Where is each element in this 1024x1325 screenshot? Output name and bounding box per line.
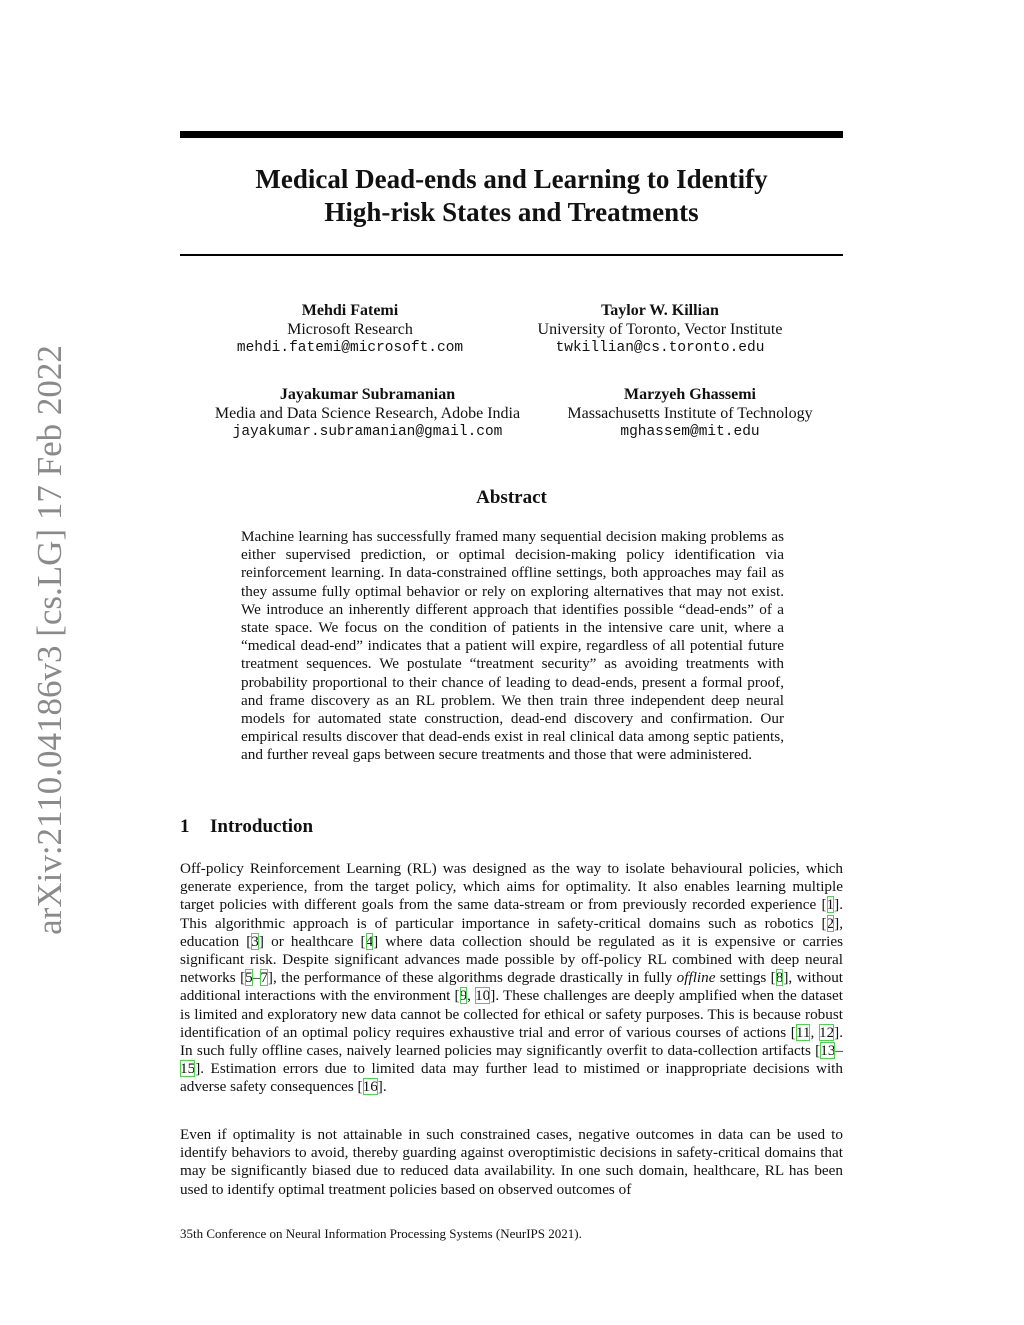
text-run: ]. This algorithmic approach is of particular importance in safety-critical domains such as robotics [ xyxy=(180,896,843,932)
text-run: ] where data collection should be regulated as it is expensive or carries significant risk. Despite significant advances made possible by off-policy RL combined with deep neural networks [ xyxy=(180,932,843,987)
author-name: Taylor W. Killian xyxy=(601,302,719,319)
paper-title xyxy=(180,163,843,229)
text-run: ], the performance of these algorithms degrade drastically in fully xyxy=(267,969,677,987)
text-run: ]. Estimation errors due to limited data may further lead to mistimed or inappropriate decisions with adverse safety consequences [ xyxy=(180,1060,843,1096)
author-email: twkillian@cs.toronto.edu xyxy=(555,340,765,356)
citation-link[interactable]: 10 xyxy=(475,987,491,1005)
text-run: ], education [ xyxy=(180,914,843,950)
text-run: – xyxy=(835,1042,843,1060)
author-block xyxy=(200,301,500,358)
author-affiliation: Massachusetts Institute of Technology xyxy=(567,405,813,422)
title-line-1: Medical Dead-ends and Learning to Identify xyxy=(255,164,768,194)
text-run: settings [ xyxy=(715,969,776,987)
author-block xyxy=(540,385,840,442)
citation-link[interactable]: 5 xyxy=(245,969,253,987)
author-name: Marzyeh Ghassemi xyxy=(624,386,756,403)
author-affiliation: University of Toronto, Vector Institute xyxy=(537,321,783,338)
citation-link[interactable]: 8 xyxy=(775,969,784,987)
conference-footnote: 35th Conference on Neural Information Processing Systems (NeurIPS 2021). xyxy=(180,1226,582,1241)
title-line-2: High-risk States and Treatments xyxy=(324,197,699,227)
text-run: , xyxy=(467,987,476,1005)
arxiv-identifier: arXiv:2110.04186v3 [cs.LG] 17 Feb 2022 xyxy=(30,345,69,935)
text-run: ], without additional interactions with the environment [ xyxy=(180,969,844,1005)
citation-link[interactable]: 7 xyxy=(260,969,268,987)
author-name: Mehdi Fatemi xyxy=(301,302,399,319)
author-block xyxy=(190,385,545,442)
text-run: ]. xyxy=(377,1078,387,1096)
citation-link[interactable]: 9 xyxy=(459,987,468,1005)
text-run: Off-policy Reinforcement Learning (RL) was designed as the way to isolate behavioural policies, which generate experience, from the target policy, which aims for optimality. It also enables learning multiple target policies with different goals from the same data-stream or from previously recorded experience [ xyxy=(180,860,843,914)
citation-link[interactable]: 2 xyxy=(826,914,835,932)
citation-link[interactable]: 3 xyxy=(251,932,259,950)
citation-link[interactable]: 4 xyxy=(365,932,374,950)
author-block xyxy=(505,301,815,358)
author-affiliation: Microsoft Research xyxy=(287,321,413,338)
section-number: 1 xyxy=(180,816,190,837)
intro-paragraph-1 xyxy=(180,860,843,1097)
citation-link[interactable]: 1 xyxy=(826,896,835,914)
author-affiliation: Media and Data Science Research, Adobe India xyxy=(214,405,521,422)
author-email: mghassem@mit.edu xyxy=(620,424,760,440)
citation-link[interactable]: 13 xyxy=(820,1042,836,1060)
citation-link[interactable]: 11 xyxy=(795,1023,811,1041)
section-title: Introduction xyxy=(210,816,314,837)
intro-paragraph-2: Even if optimality is not attainable in such constrained cases, negative outcomes in data can be used to identify behaviors to avoid, thereby guarding against overoptimistic decisions in safety-critical domains that may be significantly biased due to reduced data availability. In one such domain, healthcare, RL has been used to identify optimal treatment policies based on observed outcomes of xyxy=(180,1126,843,1198)
text-run: ]. In such fully offline cases, naively learned policies may significantly overfit to data-collection artifacts [ xyxy=(180,1023,844,1060)
text-run: , xyxy=(810,1023,819,1041)
citation-link[interactable]: 15 xyxy=(180,1060,196,1078)
section-heading-introduction xyxy=(180,816,313,838)
text-run: ] or healthcare [ xyxy=(258,932,366,950)
emphasis-offline: offline xyxy=(676,969,716,987)
text-run: – xyxy=(252,969,261,987)
title-bottom-rule xyxy=(180,254,843,256)
abstract-heading: Abstract xyxy=(476,487,547,508)
title-top-rule xyxy=(180,131,843,138)
citation-link[interactable]: 12 xyxy=(818,1023,835,1041)
abstract-text: Machine learning has successfully framed many sequential decision making problems as either supervised prediction, or optimal decision-making policy identification via reinforcement learning. In data-constrained offline settings, both approaches may fail as they assume fully optimal behavior or rely on exploring alternatives that may not exist. We introduce an inherently different approach that identifies possible “dead-ends” of a state space. We focus on the condition of patients in the intensive care unit, where a “medical dead-end” indicates that a patient will expire, regardless of all potential future treatment sequences. We postulate “treatment security” as avoiding treatments with probability proportional to their chance of leading to dead-ends, present a formal proof, and frame discovery as an RL problem. We then train three independent deep neural models for automated state construction, dead-end discovery and confirmation. Our empirical results discover that dead-ends exist in real clinical data among septic patients, and further reveal gaps between secure treatments and those that were administered. xyxy=(241,528,784,764)
citation-link[interactable]: 16 xyxy=(362,1078,378,1096)
author-name: Jayakumar Subramanian xyxy=(279,386,456,403)
text-run: ]. These challenges are deeply amplified when the dataset is limited and exploratory new data cannot be collected for ethical or safety purposes. This is because robust identification of an optimal policy requires exhaustive trial and error of various courses of actions [ xyxy=(180,987,843,1041)
author-email: mehdi.fatemi@microsoft.com xyxy=(236,340,464,356)
author-email: jayakumar.subramanian@gmail.com xyxy=(232,424,503,440)
